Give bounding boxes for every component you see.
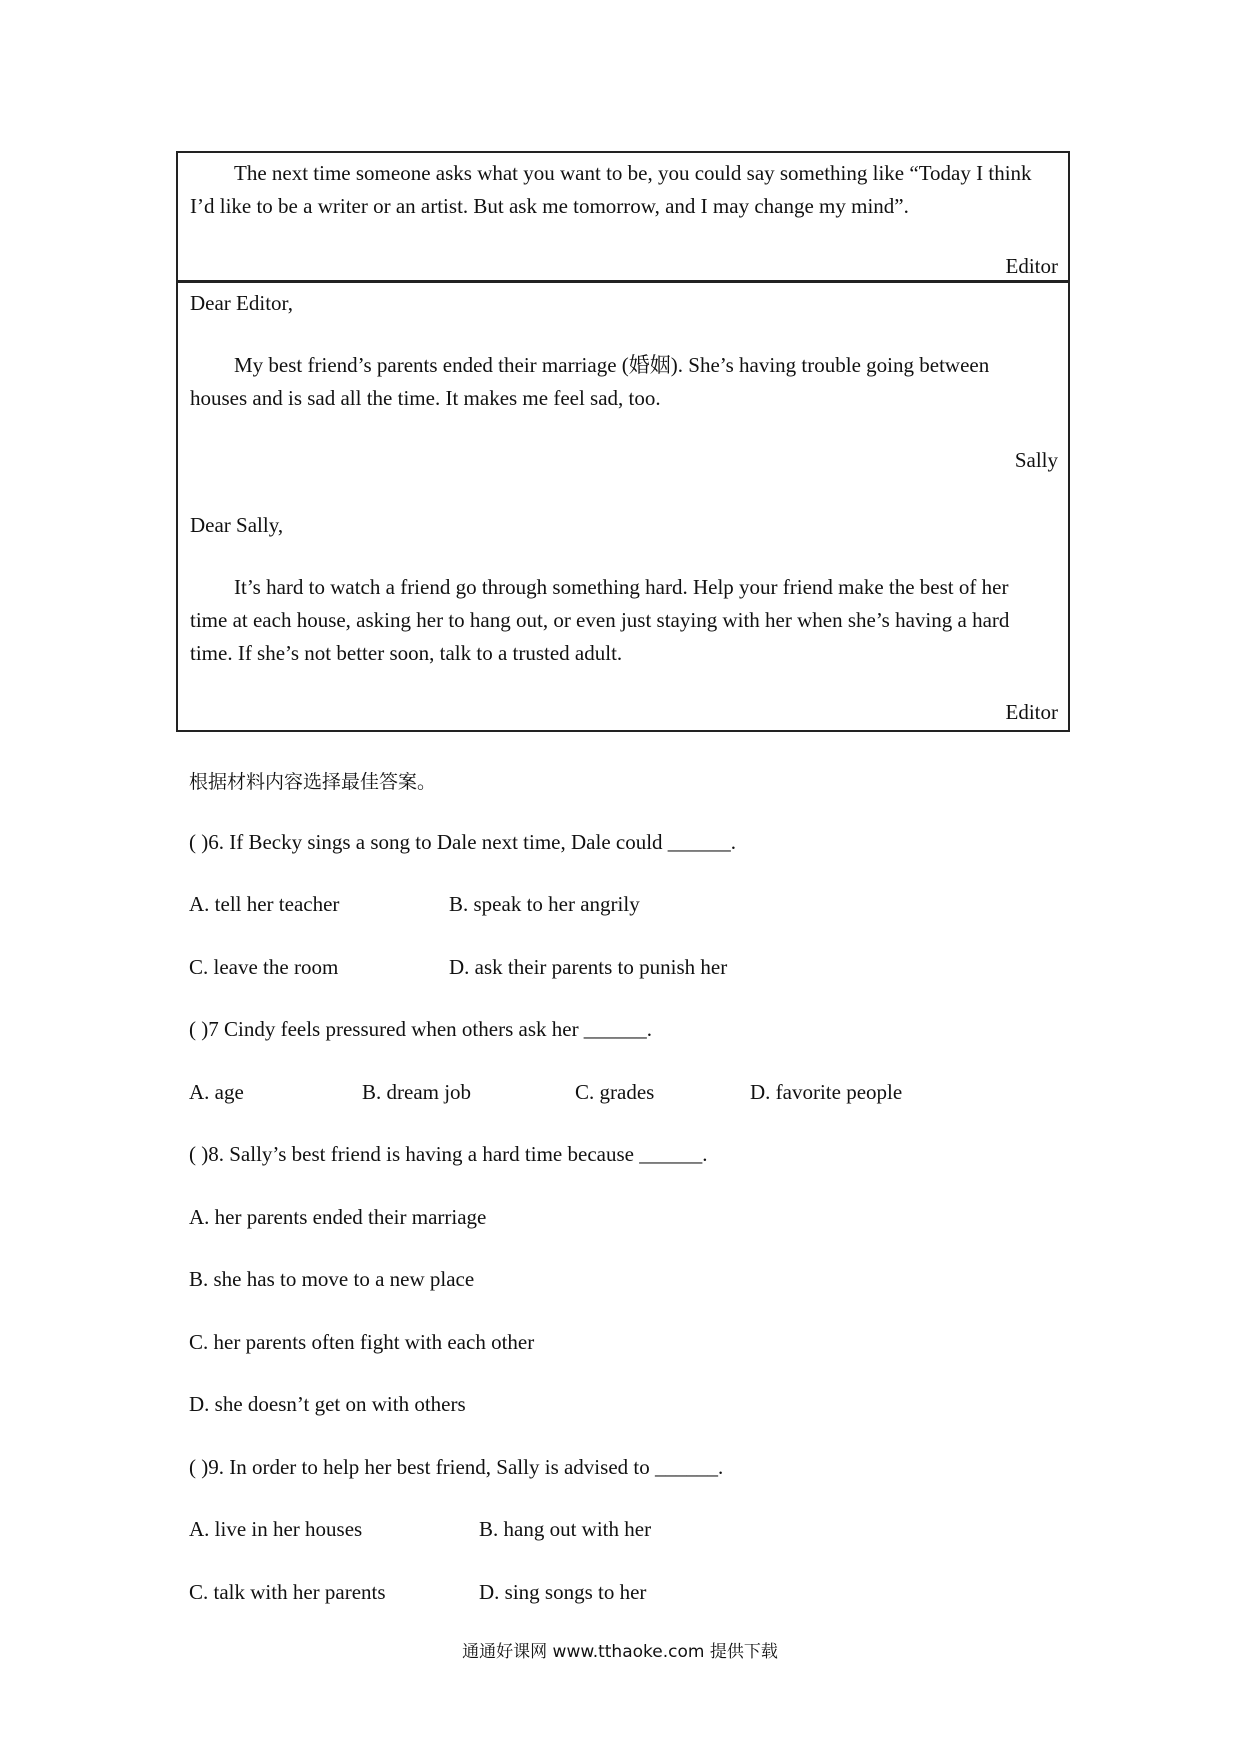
editor-signature: Editor [1005,254,1058,278]
instruction: 根据材料内容选择最佳答案。 [189,771,437,793]
greeting-editor: Dear Editor, [190,291,293,315]
editor-signature-2: Editor [1005,700,1058,724]
q7-option-b[interactable]: B. dream job [362,1080,472,1104]
q8-option-b[interactable]: B. she has to move to a new place [189,1267,475,1291]
editor-reply: It’s hard to watch a friend go through something hard. Help your friend make the best of her time at each house, asking her to hang out, or even just staying with her when she’s having a hard time. If she’s not better soon, talk to a trusted adult. [190,575,1010,665]
letter-box [176,281,1070,732]
editor-paragraph: The next time someone asks what you want to be, you could say something like “Today I think I’d like to be a writer or an artist. But ask me tomorrow, and I may change my mind”. [190,161,1032,218]
q6-option-d[interactable]: D. ask their parents to punish her [449,955,728,979]
question-9: ( )9. In order to help her best friend, Sally is advised to ______. [189,1455,724,1479]
q6-option-c[interactable]: C. leave the room [189,955,339,979]
question-8: ( )8. Sally’s best friend is having a hard time because ______. [189,1142,708,1166]
q8-option-a[interactable]: A. her parents ended their marriage [189,1205,487,1229]
q9-option-b[interactable]: B. hang out with her [479,1517,652,1541]
question-6: ( )6. If Becky sings a song to Dale next time, Dale could ______. [189,830,737,854]
question-7: ( )7 Cindy feels pressured when others ask her ______. [189,1017,653,1041]
q7-option-a[interactable]: A. age [189,1080,244,1104]
q7-option-d[interactable]: D. favorite people [750,1080,903,1104]
q7-option-c[interactable]: C. grades [575,1080,655,1104]
q9-option-d[interactable]: D. sing songs to her [479,1580,647,1604]
editor-reply-box [176,151,1070,282]
q6-option-b[interactable]: B. speak to her angrily [449,892,640,916]
sally-letter: My best friend’s parents ended their marriage (婚姻). She’s having trouble going between houses and is sad all the time. It makes me feel sad, too. [190,353,990,410]
q6-option-a[interactable]: A. tell her teacher [189,892,340,916]
sally-signature: Sally [1014,448,1058,472]
q9-option-c[interactable]: C. talk with her parents [189,1580,386,1604]
q9-option-a[interactable]: A. live in her houses [189,1517,363,1541]
greeting-sally: Dear Sally, [190,513,284,537]
q8-option-c[interactable]: C. her parents often fight with each other [189,1330,535,1354]
q8-option-d[interactable]: D. she doesn’t get on with others [189,1392,466,1416]
page-footer: 通通好课网 www.tthaoke.com 提供下载 [462,1642,778,1662]
